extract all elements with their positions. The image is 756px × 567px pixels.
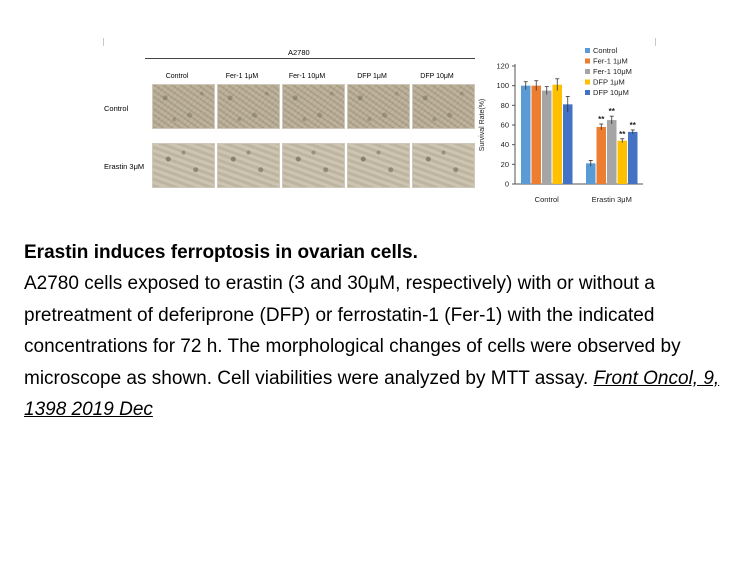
- caption-body: [24, 268, 744, 426]
- micrograph-row-label: Control: [104, 104, 129, 113]
- significance-label: **: [619, 129, 626, 139]
- y-tick-label: 40: [500, 140, 509, 150]
- micrograph-column-label: DFP 10μM: [420, 73, 454, 80]
- legend-swatch: [585, 59, 590, 64]
- caption: [24, 238, 744, 426]
- y-tick-label: 120: [496, 61, 509, 71]
- legend-label: Control: [593, 46, 618, 55]
- micrograph-title: A2780: [288, 48, 310, 57]
- bar: [597, 127, 607, 184]
- survival-bar-chart: [0, 0, 756, 230]
- bar: [532, 86, 542, 184]
- bar: [607, 120, 617, 184]
- bar: [553, 85, 563, 184]
- micrograph-column-label: Control: [165, 73, 189, 80]
- legend-label: Fer-1 10μM: [593, 67, 632, 76]
- significance-label: **: [629, 120, 636, 130]
- legend-label: DFP 10μM: [593, 88, 629, 97]
- caption-heading: Erastin induces ferroptosis in ovarian cells.: [24, 242, 418, 263]
- legend-swatch: [585, 48, 590, 53]
- y-tick-label: 80: [500, 100, 509, 110]
- micrograph-column-label: DFP 1μM: [357, 73, 387, 80]
- bar: [521, 86, 531, 184]
- y-tick-label: 0: [504, 179, 509, 189]
- y-tick-label: 20: [500, 159, 509, 169]
- micrograph-column-label: Fer-1 1μM: [225, 73, 259, 80]
- legend-label: Fer-1 1μM: [593, 56, 628, 66]
- y-axis-label: Survival Rate(%): [479, 98, 486, 152]
- bar: [563, 104, 573, 184]
- y-tick-label: 100: [496, 81, 509, 91]
- bar: [618, 141, 628, 184]
- figure-panel: [0, 0, 756, 230]
- caption-body-text: A2780 cells exposed to erastin (3 and 30μM, respectively) with or without a pretreatment of deferiprone (DFP) or ferrostatin-1 (Fer-1) with the indicated concentrations for 72 h. The morphological changes of cells were observed by microscope as shown. Cell viabilities were analyzed by MTT assay.: [24, 273, 681, 389]
- micrograph-column-label: Fer-1 10μM: [288, 73, 326, 80]
- y-tick-label: 60: [500, 120, 509, 130]
- x-category-label: Control: [534, 195, 559, 204]
- legend-swatch: [585, 80, 590, 85]
- bar: [586, 163, 596, 184]
- legend-swatch: [585, 69, 590, 74]
- x-category-label: Erastin 3μM: [591, 195, 632, 204]
- legend-swatch: [585, 90, 590, 95]
- significance-label: **: [598, 115, 605, 125]
- legend-label: DFP 1μM: [593, 77, 625, 87]
- bar: [542, 91, 552, 184]
- bar: [628, 132, 638, 184]
- significance-label: **: [608, 107, 615, 117]
- citation-link[interactable]: Front Oncol, 9, 1398 2019 Dec: [24, 367, 720, 420]
- micrograph-row-label: Erastin 3μM: [104, 162, 145, 171]
